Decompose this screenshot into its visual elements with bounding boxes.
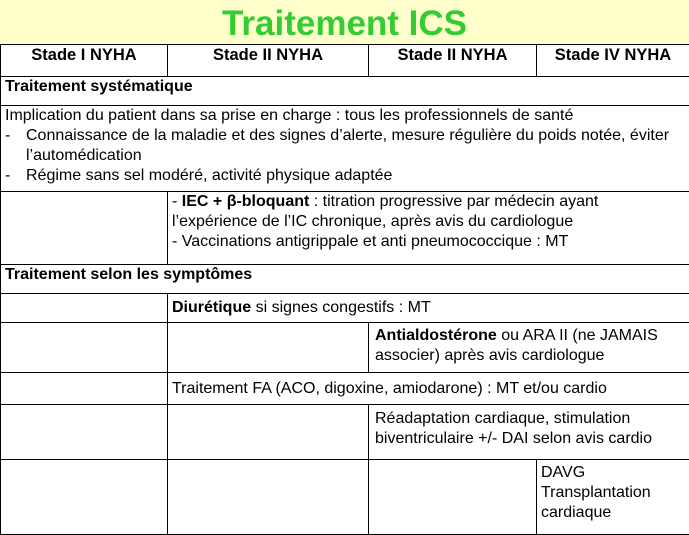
iec-cell: [168, 192, 689, 265]
diuretique-bold: Diurétique: [172, 299, 251, 316]
section-systematic: Traitement systématique: [1, 77, 689, 106]
header-stade-2: Stade II NYHA: [168, 45, 369, 77]
empty-cell: [168, 460, 369, 535]
empty-cell: [1, 323, 168, 373]
diuretique-rest: si signes congestifs : MT: [251, 299, 431, 316]
readaptation-cell: Réadaptation cardiaque, stimulation biventriculaire +/- DAI selon avis cardio: [369, 405, 689, 460]
antialdosterone-cell: [369, 323, 689, 373]
systematic-list: [5, 126, 685, 186]
systematic-block: [1, 106, 689, 192]
vaccin-text: - Vaccinations antigrippale et anti pneumococcique : MT: [172, 232, 685, 252]
header-stade-1: Stade I NYHA: [1, 45, 168, 77]
header-row: [1, 45, 689, 77]
fa-cell: Traitement FA (ACO, digoxine, amiodarone) : MT et/ou cardio: [168, 373, 689, 405]
davg-cell: DAVG Transplantation cardiaque: [537, 460, 689, 535]
header-stade-3: Stade II NYHA: [369, 45, 537, 77]
iec-rest: : titration progressive par médecin ayant l’expérience de l’IC chronique, après avis du cardiologue: [172, 193, 598, 230]
diuretique-cell: [168, 294, 689, 323]
section-symptoms: Traitement selon les symptômes: [1, 265, 689, 294]
page-title: Traitement ICS: [0, 0, 689, 44]
systematic-intro: Implication du patient dans sa prise en charge : tous les professionnels de santé: [5, 106, 685, 126]
iec-text: - IEC + β-bloquant : titration progressive par médecin ayant l’expérience de l’IC chronique, après avis du cardiologue: [172, 192, 685, 232]
anti-rest: ou ARA II (ne JAMAIS associer) après avis cardiologue: [375, 327, 658, 364]
empty-cell: [1, 405, 168, 460]
list-item: - Connaissance de la maladie et des signes d’alerte, mesure régulière du poids notée, éviter l’automédication: [5, 126, 685, 166]
header-stade-4: Stade IV NYHA: [537, 45, 689, 77]
iec-bold: IEC + β-bloquant: [182, 193, 310, 210]
treatment-table: [0, 44, 689, 535]
empty-cell: [1, 373, 168, 405]
empty-cell: [168, 323, 369, 373]
empty-cell: [1, 294, 168, 323]
empty-cell: [1, 460, 168, 535]
empty-cell: [369, 460, 537, 535]
list-item: - Régime sans sel modéré, activité physique adaptée: [5, 166, 685, 186]
anti-bold: Antialdostérone: [375, 327, 497, 344]
empty-cell: [168, 405, 369, 460]
empty-cell: [1, 192, 168, 265]
